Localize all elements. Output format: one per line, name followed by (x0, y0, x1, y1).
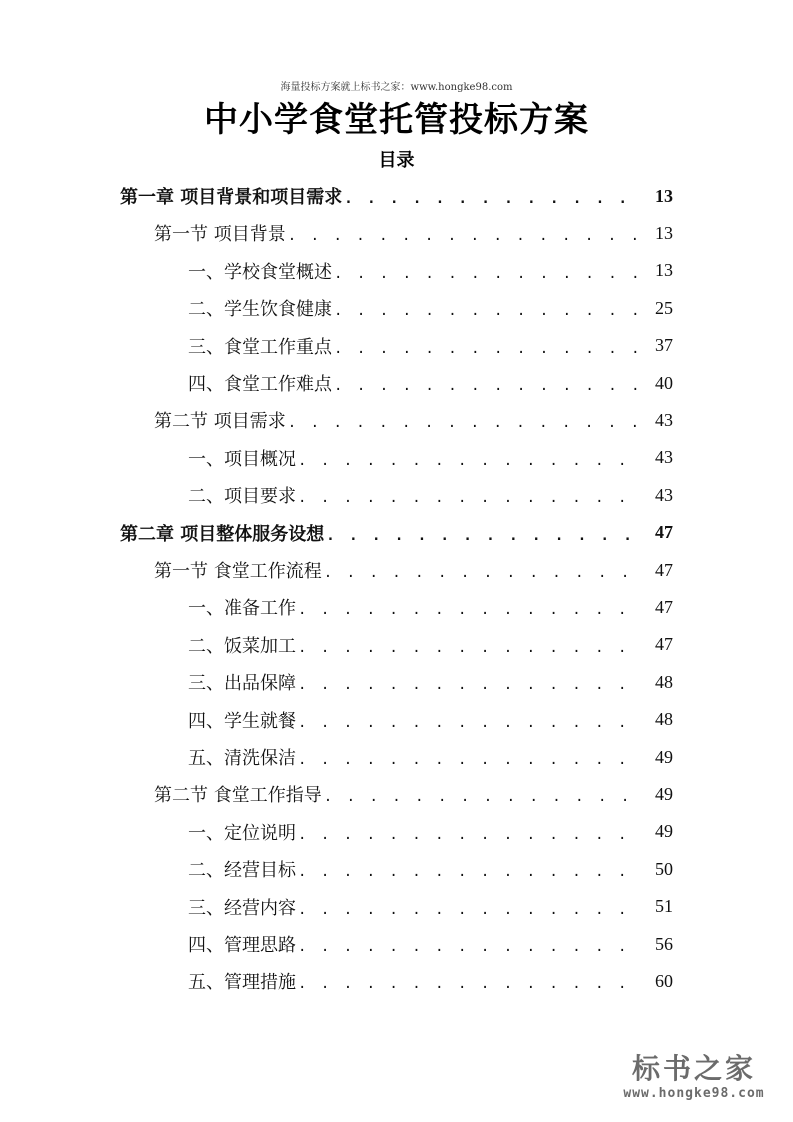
toc-entry[interactable] (188, 630, 673, 660)
toc-entry-title: 四、食堂工作难点 (188, 374, 332, 395)
toc-entry[interactable] (188, 966, 673, 996)
toc-entry[interactable] (188, 331, 673, 361)
toc-entry-title: 第二章 项目整体服务设想 (120, 523, 325, 545)
document-title: 中小学食堂托管投标方案 (204, 100, 589, 140)
toc-entry-page: 37 (655, 335, 673, 356)
toc-entry-page: 47 (655, 522, 673, 543)
toc-entry-page: 13 (655, 222, 673, 243)
toc-entry[interactable] (188, 368, 673, 398)
toc-entry-page: 43 (655, 447, 673, 468)
toc-leader-dots (334, 341, 643, 357)
toc-entry[interactable] (188, 929, 673, 959)
toc-entry-title: 第一节 项目背景 (154, 224, 286, 246)
toc-entry-title: 第二节 食堂工作指导 (154, 785, 322, 807)
toc-leader-dots (298, 602, 643, 618)
toc-entry[interactable] (188, 854, 673, 884)
toc-leader-dots (298, 827, 643, 843)
toc-leader-dots (326, 528, 643, 544)
toc-leader-dots (334, 303, 643, 319)
toc-entry[interactable] (188, 892, 673, 922)
toc-leader-dots (298, 902, 643, 918)
toc-entry-title: 二、项目要求 (188, 486, 296, 508)
toc-entry[interactable] (188, 443, 673, 473)
toc-entry[interactable] (188, 817, 673, 847)
toc-leader-dots (288, 415, 643, 431)
toc-entry-page: 47 (655, 559, 673, 580)
toc-entry-title: 第二节 项目需求 (154, 411, 286, 433)
toc-entry-title: 一、定位说明 (188, 822, 296, 844)
toc-leader-dots (324, 565, 643, 581)
toc-entry-page: 43 (655, 484, 673, 505)
toc-entry-title: 三、经营内容 (188, 897, 296, 919)
toc-entry-title: 第一节 食堂工作流程 (154, 561, 322, 582)
toc-entry-title: 第一章 项目背景和项目需求 (120, 187, 343, 208)
toc-entry-title: 五、管理措施 (188, 972, 296, 994)
toc-heading: 目录 (378, 150, 415, 171)
logo-url: www.hongke98.com (623, 1086, 765, 1101)
toc-entry[interactable] (120, 518, 673, 548)
toc-leader-dots (298, 752, 643, 768)
toc-entry-page: 49 (655, 821, 673, 842)
toc-entry[interactable] (154, 218, 673, 248)
toc-entry-page: 25 (655, 297, 673, 318)
toc-entry-title: 五、清洗保洁 (188, 748, 296, 769)
toc-entry-title: 四、学生就餐 (188, 710, 296, 732)
toc-entry-title: 三、食堂工作重点 (188, 336, 332, 358)
toc-leader-dots (298, 939, 643, 955)
toc-entry[interactable] (188, 667, 673, 697)
toc-entry-title: 一、项目概况 (188, 448, 296, 470)
toc-leader-dots (324, 789, 643, 805)
toc-entry-page: 43 (655, 409, 673, 430)
toc-entry-title: 二、经营目标 (188, 860, 296, 882)
toc-entry[interactable] (188, 256, 673, 286)
toc-entry-page: 51 (655, 896, 673, 917)
toc-entry-title: 二、学生饮食健康 (188, 299, 332, 321)
toc-leader-dots (298, 864, 643, 880)
toc-entry-title: 四、管理思路 (188, 935, 296, 956)
toc-entry[interactable] (188, 705, 673, 735)
toc-entry-page: 48 (655, 671, 673, 692)
toc-leader-dots (334, 266, 643, 282)
toc-entry[interactable] (154, 779, 673, 809)
toc-entry[interactable] (188, 592, 673, 622)
toc-entry-title: 二、饭菜加工 (188, 635, 296, 657)
toc-leader-dots (298, 490, 643, 506)
toc-entry-page: 60 (655, 970, 673, 991)
toc-entry-page: 47 (655, 634, 673, 655)
toc-entry-title: 三、出品保障 (188, 673, 296, 695)
toc-entry-page: 56 (655, 933, 673, 954)
toc-leader-dots (298, 640, 643, 656)
toc-entry-page: 13 (655, 185, 673, 206)
toc-entry-page: 49 (655, 783, 673, 804)
toc-leader-dots (298, 677, 643, 693)
toc-entry-page: 48 (655, 709, 673, 730)
toc-entry-page: 40 (655, 372, 673, 393)
toc-entry-page: 50 (655, 858, 673, 879)
toc-entry-page: 47 (655, 596, 673, 617)
toc-leader-dots (298, 453, 643, 469)
toc-entry[interactable] (188, 742, 673, 772)
toc-leader-dots (298, 715, 643, 731)
logo (619, 1052, 769, 1102)
toc-leader-dots (344, 191, 643, 207)
toc-entry[interactable] (188, 480, 673, 510)
toc-entry[interactable] (120, 181, 673, 211)
toc-entry[interactable] (154, 405, 673, 435)
toc-leader-dots (288, 228, 643, 244)
toc-leader-dots (334, 378, 643, 394)
toc-leader-dots (298, 976, 643, 992)
logo-name: 标书之家 (631, 1052, 756, 1085)
toc-entry-page: 13 (655, 260, 673, 281)
header-note: 海量投标方案就上标书之家：www.hongke98.com (280, 82, 513, 93)
toc-entry[interactable] (188, 293, 673, 323)
toc-entry-title: 一、学校食堂概述 (188, 261, 332, 283)
toc-entry-page: 49 (655, 746, 673, 767)
toc-entry[interactable] (154, 555, 673, 585)
toc-entry-title: 一、准备工作 (188, 598, 296, 620)
